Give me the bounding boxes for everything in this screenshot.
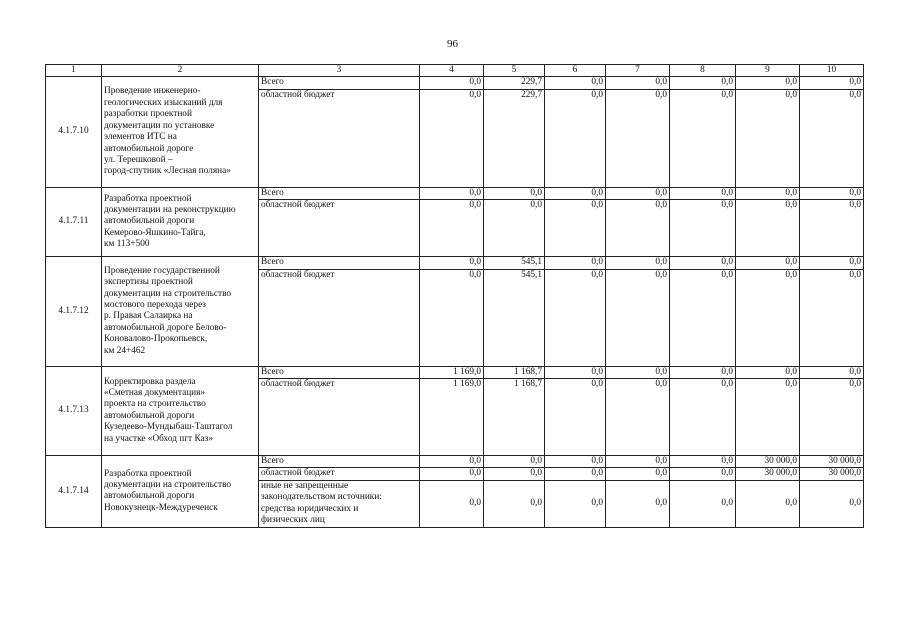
value-cell-col-8: 0,0 <box>670 187 736 199</box>
column-header-2: 2 <box>102 65 259 77</box>
value-cell-col-5: 0,0 <box>484 468 545 480</box>
item-name <box>102 77 259 187</box>
value-cell-col-5: 0,0 <box>484 200 545 257</box>
value-cell-col-10: 0,0 <box>800 480 864 527</box>
item-name-line: элементов ИТС на <box>104 132 177 143</box>
value-cell-col-9: 30 000,0 <box>736 468 800 480</box>
item-name-line: автомобильной дороге <box>104 143 194 154</box>
value-cell-col-4: 0,0 <box>420 77 484 89</box>
value-cell-col-10: 0,0 <box>800 379 864 456</box>
value-cell-col-5: 1 168,7 <box>484 379 545 456</box>
value-cell-col-7: 0,0 <box>606 269 670 366</box>
item-name <box>102 366 259 455</box>
value-cell-col-10: 0,0 <box>800 77 864 89</box>
funding-source-line: средства юридических и <box>261 503 359 514</box>
funding-source-line: Всего <box>261 456 284 467</box>
item-name-line: документации на строительство <box>104 480 232 491</box>
column-header-8: 8 <box>670 65 736 77</box>
value-cell-col-7: 0,0 <box>606 200 670 257</box>
funding-source-line: физических лиц <box>261 515 325 526</box>
value-cell-col-8: 0,0 <box>670 456 736 468</box>
column-header-3: 3 <box>259 65 420 77</box>
column-header-4: 4 <box>420 65 484 77</box>
value-cell-col-6: 0,0 <box>545 468 606 480</box>
value-cell-col-9: 0,0 <box>736 480 800 527</box>
value-cell-col-5: 0,0 <box>484 187 545 199</box>
funding-source <box>259 366 420 378</box>
table-row <box>46 257 864 269</box>
value-cell-col-7: 0,0 <box>606 468 670 480</box>
funding-source-line: областной бюджет <box>261 89 335 100</box>
funding-source-line: иные не запрещенные <box>261 480 349 491</box>
funding-source-line: областной бюджет <box>261 468 335 479</box>
item-name-line: экспертизы проектной <box>104 277 193 288</box>
value-cell-col-6: 0,0 <box>545 379 606 456</box>
item-code: 4.1.7.12 <box>46 257 102 366</box>
table-row <box>46 366 864 378</box>
item-name-line: проекта на строительство <box>104 399 206 410</box>
value-cell-col-6: 0,0 <box>545 89 606 187</box>
item-name <box>102 456 259 528</box>
value-cell-col-10: 0,0 <box>800 89 864 187</box>
item-code: 4.1.7.10 <box>46 77 102 187</box>
value-cell-col-10: 0,0 <box>800 366 864 378</box>
value-cell-col-8: 0,0 <box>670 89 736 187</box>
funding-source <box>259 379 420 456</box>
value-cell-col-8: 0,0 <box>670 77 736 89</box>
funding-source <box>259 468 420 480</box>
item-name-line: на участке «Обход пгт Каз» <box>104 433 213 444</box>
item-name-line: автомобильной дороги <box>104 410 195 421</box>
value-cell-col-4: 1 169,0 <box>420 379 484 456</box>
item-code: 4.1.7.13 <box>46 366 102 455</box>
header-row <box>46 65 864 77</box>
item-name-line: документации на реконструкцию <box>104 204 236 215</box>
value-cell-col-9: 0,0 <box>736 379 800 456</box>
item-name-line: автомобильной дороги <box>104 216 195 227</box>
value-cell-col-6: 0,0 <box>545 480 606 527</box>
item-name-line: Кемерово-Яшкино-Тайга, <box>104 227 206 238</box>
funding-source-line: областной бюджет <box>261 200 335 211</box>
value-cell-col-4: 0,0 <box>420 269 484 366</box>
funding-source <box>259 456 420 468</box>
value-cell-col-5: 0,0 <box>484 456 545 468</box>
item-name-line: автомобильной дороги <box>104 491 195 502</box>
value-cell-col-8: 0,0 <box>670 379 736 456</box>
value-cell-col-10: 0,0 <box>800 269 864 366</box>
value-cell-col-5: 545,1 <box>484 269 545 366</box>
budget-table <box>45 64 864 528</box>
value-cell-col-7: 0,0 <box>606 480 670 527</box>
table-body <box>46 77 864 527</box>
funding-source-line: областной бюджет <box>261 379 335 390</box>
value-cell-col-4: 0,0 <box>420 200 484 257</box>
value-cell-col-6: 0,0 <box>545 200 606 257</box>
value-cell-col-7: 0,0 <box>606 89 670 187</box>
funding-source-line: Всего <box>261 257 284 268</box>
value-cell-col-7: 0,0 <box>606 77 670 89</box>
item-name-line: автомобильной дороге Белово- <box>104 322 227 333</box>
item-name-line: город-спутник «Лесная поляна» <box>104 166 231 177</box>
value-cell-col-10: 0,0 <box>800 187 864 199</box>
item-name-line: геологических изысканий для <box>104 97 223 108</box>
column-header-5: 5 <box>484 65 545 77</box>
value-cell-col-9: 0,0 <box>736 269 800 366</box>
column-header-9: 9 <box>736 65 800 77</box>
value-cell-col-10: 30 000,0 <box>800 456 864 468</box>
value-cell-col-5: 229,7 <box>484 77 545 89</box>
value-cell-col-8: 0,0 <box>670 366 736 378</box>
funding-source <box>259 89 420 187</box>
value-cell-col-6: 0,0 <box>545 366 606 378</box>
value-cell-col-10: 30 000,0 <box>800 468 864 480</box>
value-cell-col-6: 0,0 <box>545 187 606 199</box>
funding-source-line: законодательством источники: <box>261 492 382 503</box>
table-header <box>46 65 864 77</box>
item-name-line: мостового перехода через <box>104 300 206 311</box>
item-name-line: «Сметная документация» <box>104 388 206 399</box>
value-cell-col-8: 0,0 <box>670 200 736 257</box>
value-cell-col-4: 0,0 <box>420 480 484 527</box>
column-header-6: 6 <box>545 65 606 77</box>
value-cell-col-8: 0,0 <box>670 468 736 480</box>
value-cell-col-9: 0,0 <box>736 257 800 269</box>
item-code: 4.1.7.14 <box>46 456 102 528</box>
table-row <box>46 456 864 468</box>
value-cell-col-4: 0,0 <box>420 468 484 480</box>
item-name-line: Коновалово-Прокопьевск, <box>104 334 208 345</box>
item-name-line: разработки проектной <box>104 109 192 120</box>
funding-source <box>259 77 420 89</box>
item-name-line: ул. Терешковой – <box>104 154 173 165</box>
funding-source-line: Всего <box>261 187 284 198</box>
item-name-line: документации на строительство <box>104 288 232 299</box>
item-name-line: Корректировка раздела <box>104 376 196 387</box>
funding-source-line: Всего <box>261 366 284 377</box>
item-name-line: Кузедеево-Мундыбаш-Таштагол <box>104 422 233 433</box>
value-cell-col-9: 0,0 <box>736 187 800 199</box>
funding-source <box>259 187 420 199</box>
value-cell-col-5: 0,0 <box>484 480 545 527</box>
funding-source <box>259 257 420 269</box>
column-header-10: 10 <box>800 65 864 77</box>
value-cell-col-6: 0,0 <box>545 269 606 366</box>
value-cell-col-6: 0,0 <box>545 456 606 468</box>
column-header-7: 7 <box>606 65 670 77</box>
value-cell-col-9: 0,0 <box>736 366 800 378</box>
value-cell-col-6: 0,0 <box>545 77 606 89</box>
item-name-line: документации по установке <box>104 120 215 131</box>
column-header-1: 1 <box>46 65 102 77</box>
item-name-line: Проведение государственной <box>104 265 220 276</box>
item-name-line: км 113+500 <box>104 239 150 250</box>
item-name-line: р. Правая Салаирка на <box>104 311 193 322</box>
value-cell-col-9: 0,0 <box>736 89 800 187</box>
value-cell-col-7: 0,0 <box>606 379 670 456</box>
page-number: 96 <box>447 38 458 50</box>
table-row <box>46 187 864 199</box>
value-cell-col-9: 30 000,0 <box>736 456 800 468</box>
value-cell-col-7: 0,0 <box>606 366 670 378</box>
funding-source-line: областной бюджет <box>261 269 335 280</box>
value-cell-col-4: 1 169,0 <box>420 366 484 378</box>
value-cell-col-9: 0,0 <box>736 200 800 257</box>
value-cell-col-5: 545,1 <box>484 257 545 269</box>
item-name-line: км 24+462 <box>104 345 146 356</box>
value-cell-col-4: 0,0 <box>420 89 484 187</box>
value-cell-col-10: 0,0 <box>800 200 864 257</box>
item-name-line: Разработка проектной <box>104 193 192 204</box>
value-cell-col-8: 0,0 <box>670 480 736 527</box>
funding-source <box>259 200 420 257</box>
item-name-line: Разработка проектной <box>104 468 192 479</box>
value-cell-col-9: 0,0 <box>736 77 800 89</box>
funding-source-line: Всего <box>261 77 284 88</box>
value-cell-col-4: 0,0 <box>420 187 484 199</box>
value-cell-col-8: 0,0 <box>670 257 736 269</box>
funding-source <box>259 269 420 366</box>
table-row <box>46 77 864 89</box>
item-code: 4.1.7.11 <box>46 187 102 256</box>
value-cell-col-10: 0,0 <box>800 257 864 269</box>
value-cell-col-7: 0,0 <box>606 257 670 269</box>
value-cell-col-5: 229,7 <box>484 89 545 187</box>
value-cell-col-4: 0,0 <box>420 257 484 269</box>
item-name <box>102 187 259 256</box>
value-cell-col-7: 0,0 <box>606 456 670 468</box>
value-cell-col-4: 0,0 <box>420 456 484 468</box>
item-name <box>102 257 259 366</box>
value-cell-col-7: 0,0 <box>606 187 670 199</box>
value-cell-col-5: 1 168,7 <box>484 366 545 378</box>
value-cell-col-6: 0,0 <box>545 257 606 269</box>
item-name-line: Новокузнецк-Междуреченск <box>104 502 218 513</box>
item-name-line: Проведение инженерно- <box>104 86 201 97</box>
funding-source <box>259 480 420 527</box>
value-cell-col-8: 0,0 <box>670 269 736 366</box>
